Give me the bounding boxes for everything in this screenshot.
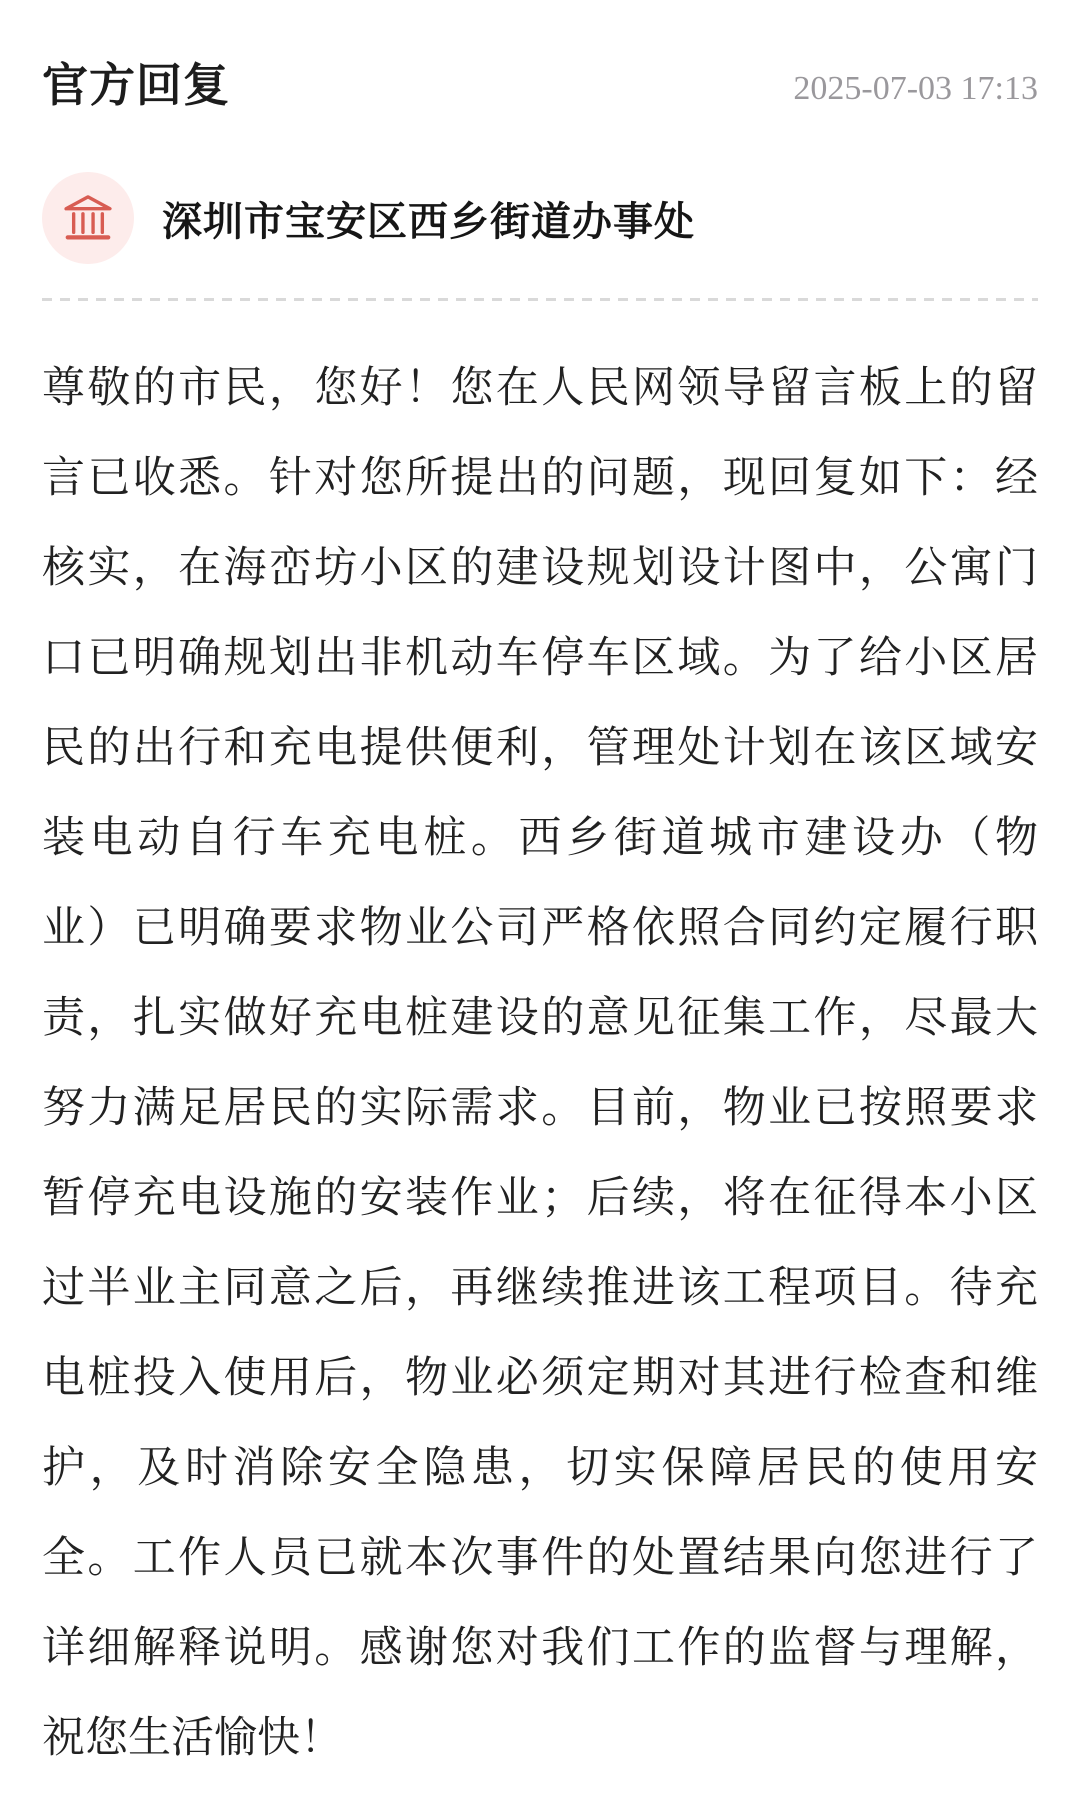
reply-text-line: 口已明确规划出非机动车停车区域。为了给小区居 (42, 634, 1038, 682)
organization-avatar (42, 172, 134, 264)
reply-text-line: 暂停充电设施的安装作业；后续，将在征得本小区 (42, 1174, 1038, 1222)
reply-header (42, 59, 1038, 111)
reply-text-line: 尊敬的市民，您好！您在人民网领导留言板上的留 (42, 364, 1038, 412)
organization-row[interactable] (42, 172, 1038, 264)
reply-text-line: 全。工作人员已就本次事件的处置结果向您进行了 (42, 1534, 1038, 1582)
reply-text-line: 业）已明确要求物业公司严格依照合同约定履行职 (42, 904, 1038, 952)
reply-text-line: 装电动自行车充电桩。西乡街道城市建设办（物 (42, 814, 1038, 862)
reply-text-line: 言已收悉。针对您所提出的问题，现回复如下：经 (42, 454, 1038, 502)
reply-text-line: 详细解释说明。感谢您对我们工作的监督与理解， (42, 1624, 1038, 1672)
reply-text-line: 过半业主同意之后，再继续推进该工程项目。待充 (42, 1264, 1038, 1312)
dashed-divider (42, 298, 1038, 301)
reply-timestamp: 2025-07-03 17:13 (793, 70, 1038, 107)
reply-text-line: 祝您生活愉快！ (42, 1714, 343, 1762)
reply-text-line: 核实，在海峦坊小区的建设规划设计图中，公寓门 (42, 544, 1038, 592)
reply-text-line: 民的出行和充电提供便利，管理处计划在该区域安 (42, 724, 1038, 772)
reply-text-line: 责，扎实做好充电桩建设的意见征集工作，尽最大 (42, 994, 1038, 1042)
organization-name: 深圳市宝安区西乡街道办事处 (162, 199, 695, 244)
reply-text-line: 电桩投入使用后，物业必须定期对其进行检查和维 (42, 1354, 1038, 1402)
reply-text-line: 护，及时消除安全隐患，切实保障居民的使用安 (42, 1444, 1038, 1492)
reply-body (42, 343, 1038, 1783)
reply-text-line: 努力满足居民的实际需求。目前，物业已按照要求 (42, 1084, 1038, 1132)
page-title: 官方回复 (42, 59, 230, 111)
government-building-icon (61, 191, 115, 245)
